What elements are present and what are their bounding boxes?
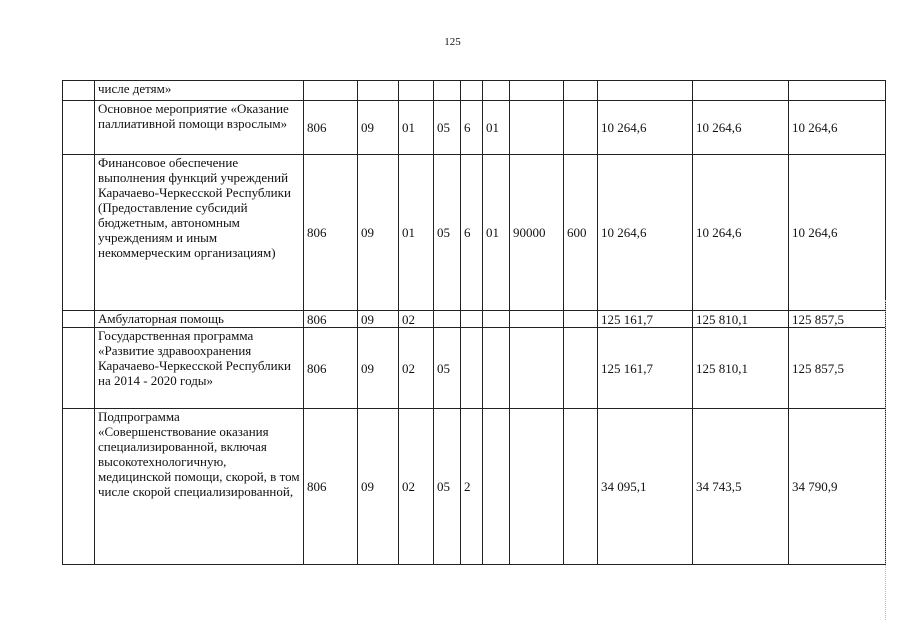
row-index-cell xyxy=(63,155,95,311)
row-value-cell xyxy=(461,311,483,328)
row-value-cell: 6 xyxy=(461,101,483,155)
row-value-cell: 10 264,6 xyxy=(789,101,886,155)
table-row xyxy=(63,328,886,409)
row-value-cell xyxy=(483,409,510,565)
row-value-cell xyxy=(510,101,564,155)
row-value-cell xyxy=(510,81,564,101)
row-name-cell: Амбулаторная помощь xyxy=(95,311,304,328)
row-value-cell xyxy=(461,328,483,409)
row-value-cell: 10 264,6 xyxy=(693,101,789,155)
row-value-cell: 05 xyxy=(434,409,461,565)
row-value-cell: 125 161,7 xyxy=(598,311,693,328)
row-value-cell: 90000 xyxy=(510,155,564,311)
row-value-cell xyxy=(483,328,510,409)
row-value-cell: 125 161,7 xyxy=(598,328,693,409)
row-value-cell: 01 xyxy=(483,155,510,311)
table-row xyxy=(63,81,886,101)
row-value-cell xyxy=(564,101,598,155)
row-value-cell: 125 810,1 xyxy=(693,311,789,328)
table-row xyxy=(63,155,886,311)
row-value-cell: 01 xyxy=(483,101,510,155)
row-value-cell: 10 264,6 xyxy=(598,101,693,155)
row-value-cell: 34 743,5 xyxy=(693,409,789,565)
row-value-cell: 09 xyxy=(358,155,399,311)
table-row xyxy=(63,311,886,328)
row-name-cell: Основное мероприятие «Оказание паллиативной помощи взрослым» xyxy=(95,101,304,155)
row-value-cell: 806 xyxy=(304,155,358,311)
row-name-cell: Подпрограмма «Совершенствование оказания специализированной, включая высокотехнологичную, медицинской помощи, скорой, в том числе скорой специализированной, xyxy=(95,409,304,565)
row-value-cell: 806 xyxy=(304,409,358,565)
scan-edge-dots xyxy=(885,300,887,620)
row-value-cell: 09 xyxy=(358,409,399,565)
page-number: 125 xyxy=(444,36,461,48)
row-value-cell: 125 857,5 xyxy=(789,311,886,328)
row-value-cell: 01 xyxy=(399,155,434,311)
row-value-cell: 05 xyxy=(434,101,461,155)
row-name-cell: Финансовое обеспечение выполнения функций учреждений Карачаево-Черкесской Республики (Предоставление субсидий бюджетным, автономным учреждениям и иным некоммерческим организациям) xyxy=(95,155,304,311)
row-value-cell: 01 xyxy=(399,101,434,155)
row-value-cell xyxy=(510,328,564,409)
row-value-cell: 600 xyxy=(564,155,598,311)
row-value-cell: 02 xyxy=(399,409,434,565)
row-value-cell: 09 xyxy=(358,328,399,409)
row-value-cell: 09 xyxy=(358,311,399,328)
row-value-cell xyxy=(304,81,358,101)
row-value-cell xyxy=(483,81,510,101)
row-name-cell: числе детям» xyxy=(95,81,304,101)
row-value-cell: 10 264,6 xyxy=(693,155,789,311)
row-value-cell: 6 xyxy=(461,155,483,311)
row-index-cell xyxy=(63,409,95,565)
row-value-cell xyxy=(564,81,598,101)
row-value-cell xyxy=(399,81,434,101)
row-value-cell: 806 xyxy=(304,101,358,155)
row-value-cell: 34 095,1 xyxy=(598,409,693,565)
row-value-cell xyxy=(510,409,564,565)
row-value-cell: 09 xyxy=(358,101,399,155)
row-value-cell xyxy=(434,311,461,328)
row-value-cell xyxy=(483,311,510,328)
table-row xyxy=(63,101,886,155)
row-value-cell: 125 810,1 xyxy=(693,328,789,409)
row-index-cell xyxy=(63,311,95,328)
row-name-cell: Государственная программа «Развитие здравоохранения Карачаево-Черкесской Республики на 2014 - 2020 годы» xyxy=(95,328,304,409)
budget-table xyxy=(62,80,886,565)
row-index-cell xyxy=(63,328,95,409)
row-value-cell: 05 xyxy=(434,328,461,409)
row-value-cell xyxy=(564,328,598,409)
row-value-cell: 05 xyxy=(434,155,461,311)
row-value-cell xyxy=(434,81,461,101)
row-value-cell: 806 xyxy=(304,311,358,328)
row-value-cell: 02 xyxy=(399,328,434,409)
row-value-cell xyxy=(564,409,598,565)
row-value-cell xyxy=(461,81,483,101)
row-value-cell: 34 790,9 xyxy=(789,409,886,565)
row-value-cell xyxy=(564,311,598,328)
row-value-cell xyxy=(693,81,789,101)
table-row xyxy=(63,409,886,565)
row-value-cell: 806 xyxy=(304,328,358,409)
row-value-cell xyxy=(358,81,399,101)
row-value-cell: 10 264,6 xyxy=(598,155,693,311)
row-value-cell: 125 857,5 xyxy=(789,328,886,409)
row-index-cell xyxy=(63,101,95,155)
row-value-cell xyxy=(510,311,564,328)
row-index-cell xyxy=(63,81,95,101)
row-value-cell xyxy=(598,81,693,101)
row-value-cell: 10 264,6 xyxy=(789,155,886,311)
row-value-cell xyxy=(789,81,886,101)
row-value-cell: 2 xyxy=(461,409,483,565)
row-value-cell: 02 xyxy=(399,311,434,328)
